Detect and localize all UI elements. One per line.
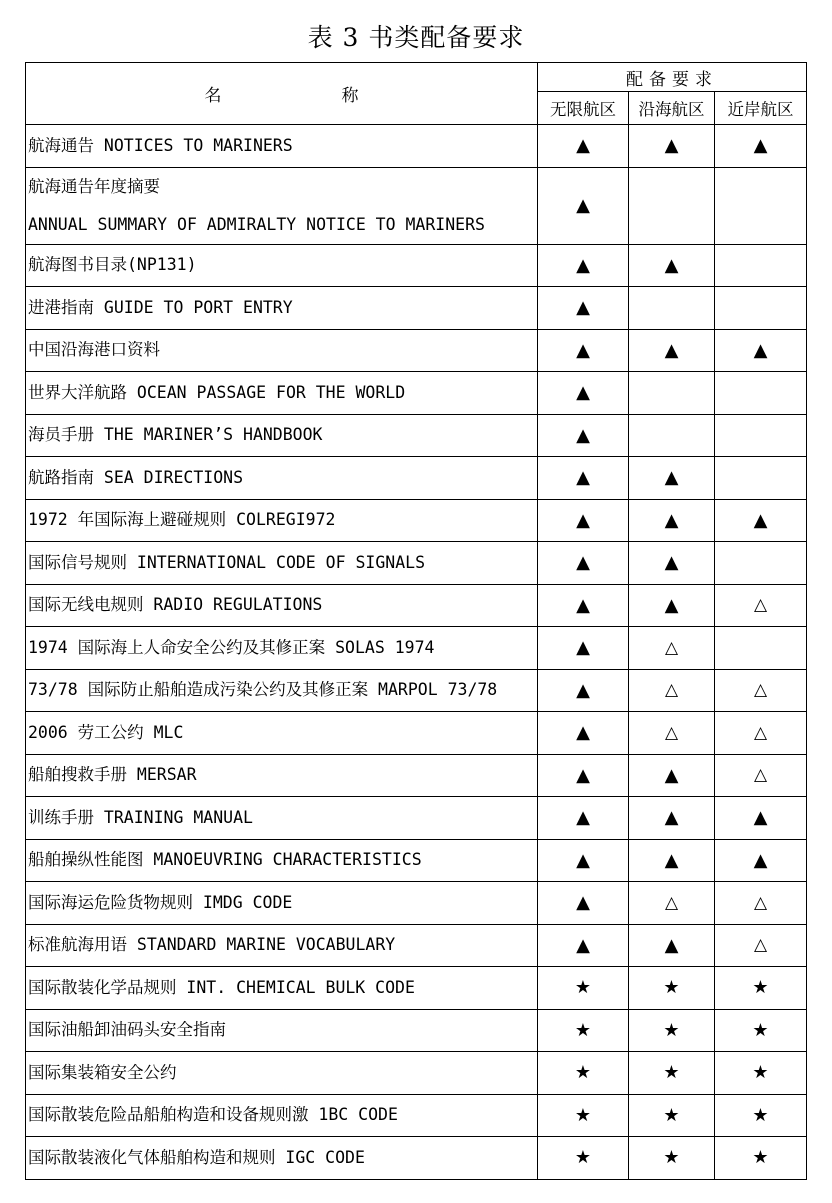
publication-name-line: 国际散装危险品船舶构造和设备规则激 1BC CODE (28, 1105, 398, 1125)
requirement-mark-unlimited: ★ (538, 1009, 629, 1052)
requirement-mark-nearshore: ★ (715, 967, 807, 1010)
requirement-mark-unlimited: ▲ (538, 457, 629, 500)
table-row (26, 797, 807, 840)
requirement-mark-unlimited: ▲ (538, 287, 629, 330)
requirement-group-header: 配备要求 (538, 63, 807, 92)
requirement-mark-coastal: ▲ (629, 797, 715, 840)
publication-name (26, 839, 538, 882)
requirement-mark-nearshore: △ (715, 584, 807, 627)
publication-name (26, 244, 538, 287)
table-row (26, 1009, 807, 1052)
table-row (26, 287, 807, 330)
publication-name-line: 航海图书目录(NP131) (28, 255, 197, 275)
table-row (26, 499, 807, 542)
requirement-mark-nearshore: ▲ (715, 839, 807, 882)
requirement-mark-coastal (629, 287, 715, 330)
requirement-mark-nearshore: ★ (715, 1052, 807, 1095)
table-row (26, 542, 807, 585)
requirement-mark-coastal: ★ (629, 1094, 715, 1137)
requirement-mark-nearshore (715, 414, 807, 457)
table-row (26, 1052, 807, 1095)
publication-name (26, 1009, 538, 1052)
requirement-mark-nearshore (715, 244, 807, 287)
requirement-mark-nearshore (715, 372, 807, 415)
zone-header-nearshore: 近岸航区 (715, 92, 807, 125)
publication-name (26, 542, 538, 585)
requirement-mark-unlimited: ▲ (538, 754, 629, 797)
table-row (26, 584, 807, 627)
zone-header-coastal: 沿海航区 (629, 92, 715, 125)
requirement-mark-coastal (629, 414, 715, 457)
publication-name-line: 训练手册 TRAINING MANUAL (28, 807, 253, 827)
publication-name-line: 航海通告年度摘要 (28, 176, 160, 196)
requirement-mark-nearshore: ▲ (715, 329, 807, 372)
requirement-mark-coastal: ★ (629, 1052, 715, 1095)
equipment-requirements-table (25, 62, 807, 1180)
publication-name-line: 2006 劳工公约 MLC (28, 722, 184, 742)
requirement-mark-unlimited: ▲ (538, 584, 629, 627)
requirement-mark-unlimited: ★ (538, 1137, 629, 1180)
requirement-mark-unlimited: ▲ (538, 882, 629, 925)
publication-name (26, 287, 538, 330)
publication-name-line: 船舶搜救手册 MERSAR (28, 765, 197, 785)
page-title: 表 3 书类配备要求 (307, 23, 525, 52)
requirement-mark-unlimited: ▲ (538, 839, 629, 882)
publication-name-line: ANNUAL SUMMARY OF ADMIRALTY NOTICE TO MARINERS (28, 214, 485, 234)
requirement-mark-coastal (629, 372, 715, 415)
requirement-mark-coastal: △ (629, 669, 715, 712)
publication-name-line: 国际无线电规则 RADIO REGULATIONS (28, 595, 323, 615)
table-row (26, 712, 807, 755)
requirement-mark-coastal: ▲ (629, 499, 715, 542)
requirement-mark-coastal: ▲ (629, 125, 715, 168)
requirement-mark-coastal: ▲ (629, 839, 715, 882)
requirement-mark-nearshore: ★ (715, 1137, 807, 1180)
requirement-mark-unlimited: ★ (538, 1094, 629, 1137)
name-header-right: 称 (341, 86, 359, 106)
requirement-mark-unlimited: ▲ (538, 669, 629, 712)
publication-name (26, 797, 538, 840)
publication-name-line: 中国沿海港口资料 (28, 340, 160, 360)
requirement-mark-nearshore (715, 627, 807, 670)
publication-name (26, 754, 538, 797)
table-row (26, 125, 807, 168)
zone-header-unlimited: 无限航区 (538, 92, 629, 125)
requirement-mark-unlimited: ▲ (538, 627, 629, 670)
requirement-mark-nearshore: ▲ (715, 125, 807, 168)
requirement-mark-unlimited: ▲ (538, 414, 629, 457)
publication-name (26, 167, 538, 244)
requirement-mark-coastal: △ (629, 627, 715, 670)
table-row (26, 839, 807, 882)
publication-name (26, 125, 538, 168)
table-row (26, 967, 807, 1010)
table-row (26, 457, 807, 500)
publication-name (26, 1137, 538, 1180)
requirement-mark-coastal: ★ (629, 1009, 715, 1052)
requirement-mark-nearshore: ▲ (715, 797, 807, 840)
requirement-mark-coastal: ▲ (629, 924, 715, 967)
requirement-mark-nearshore: △ (715, 882, 807, 925)
publication-name-line: 海员手册 THE MARINER’S HANDBOOK (28, 425, 323, 445)
requirement-mark-unlimited: ▲ (538, 542, 629, 585)
requirement-mark-nearshore (715, 287, 807, 330)
requirement-mark-unlimited: ▲ (538, 924, 629, 967)
publication-name (26, 882, 538, 925)
requirement-mark-nearshore: △ (715, 712, 807, 755)
publication-name-line: 国际散装化学品规则 INT. CHEMICAL BULK CODE (28, 977, 415, 997)
publication-name (26, 627, 538, 670)
publication-name (26, 584, 538, 627)
table-row (26, 882, 807, 925)
requirement-mark-coastal: ▲ (629, 542, 715, 585)
publication-name (26, 1052, 538, 1095)
requirement-mark-unlimited: ★ (538, 967, 629, 1010)
publication-name-line: 国际信号规则 INTERNATIONAL CODE OF SIGNALS (28, 552, 426, 572)
publication-name-line: 1972 年国际海上避碰规则 COLREGI972 (28, 510, 336, 530)
publication-name-line: 国际海运危险货物规则 IMDG CODE (28, 892, 293, 912)
publication-name (26, 329, 538, 372)
requirement-mark-coastal: ★ (629, 967, 715, 1010)
requirement-mark-nearshore (715, 542, 807, 585)
table-row (26, 924, 807, 967)
requirement-mark-coastal (629, 167, 715, 244)
publication-name-line: 国际散装液化气体船舶构造和规则 IGC CODE (28, 1147, 365, 1167)
requirement-mark-coastal: ▲ (629, 244, 715, 287)
name-column-header (26, 63, 538, 125)
requirement-mark-coastal: △ (629, 712, 715, 755)
requirement-mark-unlimited: ▲ (538, 244, 629, 287)
requirement-mark-coastal: ▲ (629, 457, 715, 500)
requirement-mark-coastal: ▲ (629, 584, 715, 627)
publication-name-line: 船舶操纵性能图 MANOEUVRING CHARACTERISTICS (28, 850, 422, 870)
publication-name (26, 967, 538, 1010)
requirement-mark-coastal: △ (629, 882, 715, 925)
requirement-mark-nearshore: ★ (715, 1009, 807, 1052)
publication-name (26, 499, 538, 542)
requirement-mark-coastal: ★ (629, 1137, 715, 1180)
requirement-mark-unlimited: ▲ (538, 712, 629, 755)
publication-name-line: 进港指南 GUIDE TO PORT ENTRY (28, 297, 293, 317)
requirement-mark-coastal: ▲ (629, 329, 715, 372)
publication-name-line: 国际集装箱安全公约 (28, 1062, 177, 1082)
publication-name (26, 712, 538, 755)
requirement-mark-nearshore (715, 457, 807, 500)
publication-name (26, 924, 538, 967)
requirement-mark-nearshore: △ (715, 924, 807, 967)
table-row (26, 1137, 807, 1180)
table-row (26, 669, 807, 712)
table-row (26, 754, 807, 797)
requirement-mark-nearshore: △ (715, 754, 807, 797)
requirement-mark-unlimited: ▲ (538, 125, 629, 168)
publication-name-line: 标准航海用语 STANDARD MARINE VOCABULARY (28, 935, 396, 955)
requirement-mark-unlimited: ★ (538, 1052, 629, 1095)
table-row (26, 627, 807, 670)
publication-name-line: 航路指南 SEA DIRECTIONS (28, 467, 244, 487)
publication-name-line: 1974 国际海上人命安全公约及其修正案 SOLAS 1974 (28, 637, 435, 657)
table-row (26, 372, 807, 415)
publication-name (26, 372, 538, 415)
requirement-mark-coastal: ▲ (629, 754, 715, 797)
requirement-mark-nearshore: △ (715, 669, 807, 712)
requirement-mark-unlimited: ▲ (538, 499, 629, 542)
name-header-left: 名 (204, 86, 222, 106)
publication-name-line: 航海通告 NOTICES TO MARINERS (28, 135, 293, 155)
publication-name (26, 414, 538, 457)
table-row (26, 1094, 807, 1137)
publication-name (26, 457, 538, 500)
publication-name (26, 1094, 538, 1137)
publication-name-line: 世界大洋航路 OCEAN PASSAGE FOR THE WORLD (28, 382, 406, 402)
requirement-mark-unlimited: ▲ (538, 372, 629, 415)
requirement-mark-unlimited: ▲ (538, 329, 629, 372)
requirement-mark-nearshore: ★ (715, 1094, 807, 1137)
publication-name-line: 国际油船卸油码头安全指南 (28, 1020, 226, 1040)
table-row (26, 414, 807, 457)
publication-name-line: 73/78 国际防止船舶造成污染公约及其修正案 MARPOL 73/78 (28, 680, 498, 700)
requirement-mark-nearshore (715, 167, 807, 244)
requirement-mark-unlimited: ▲ (538, 797, 629, 840)
table-row (26, 329, 807, 372)
publication-name (26, 669, 538, 712)
requirement-mark-unlimited: ▲ (538, 167, 629, 244)
table-row (26, 167, 807, 244)
requirement-mark-nearshore: ▲ (715, 499, 807, 542)
table-row (26, 244, 807, 287)
